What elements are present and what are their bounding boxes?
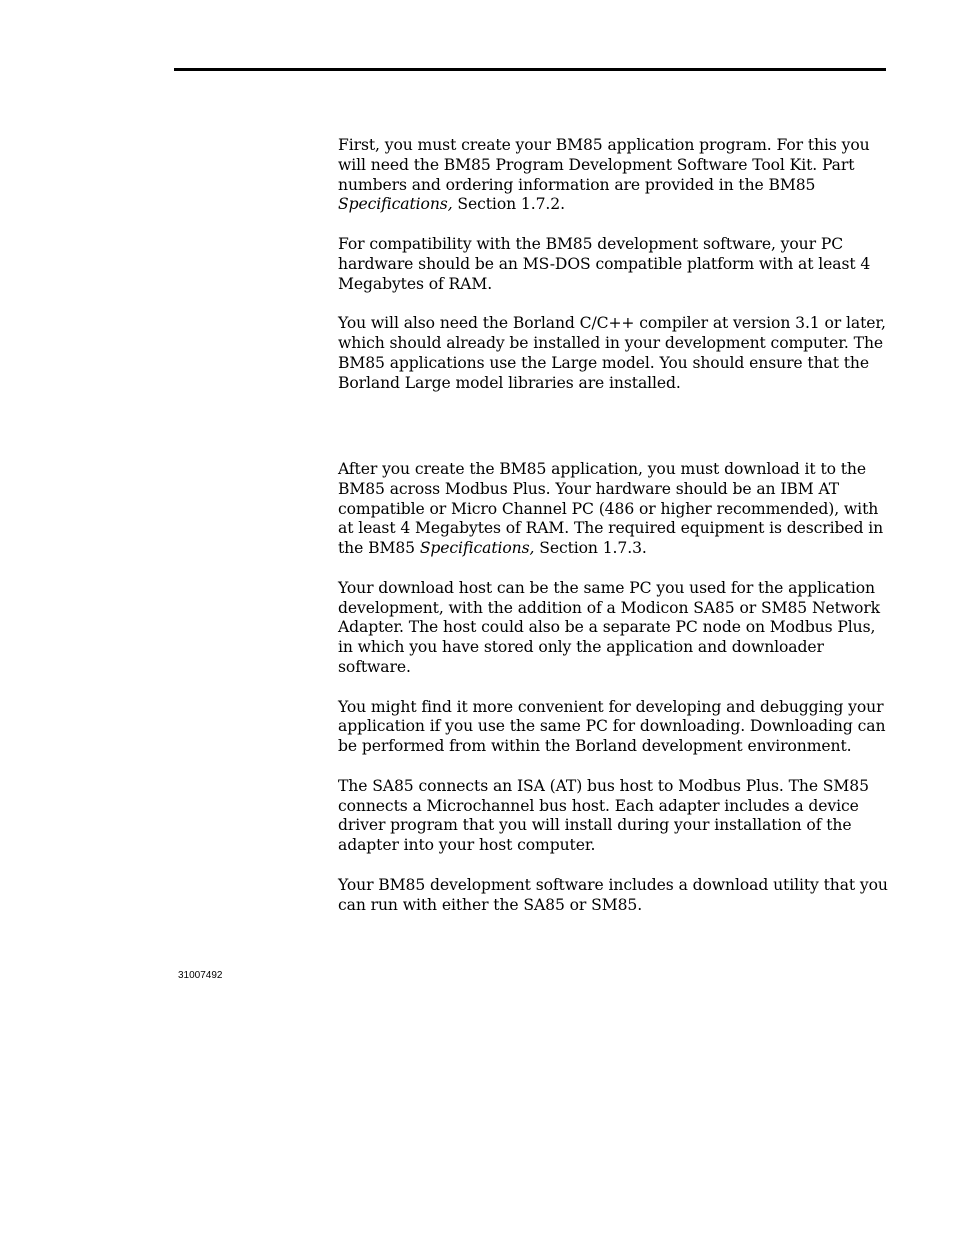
- paragraph-borland-compiler: You will also need the Borland C/C++ compiler at version 3.1 or later, which should already be installed in your development computer. The BM85 applications use the Large model. You should ensure that the Borland Large model libraries are installed.: [338, 314, 886, 392]
- paragraph-create-application: First, you must create your BM85 application program. For this you will need the BM85 Program Development Software Tool Kit. Part numbers and ordering information are provided in the BM85 Specifications, Section 1.7.2.: [338, 136, 870, 214]
- paragraph-download-host: Your download host can be the same PC you used for the application development, with the addition of a Modicon SA85 or SM85 Network Adapter. The host could also be a separate PC node on Modbus Plus, in which you have stored only the application and downloader software.: [338, 578, 881, 676]
- specifications-reference: Specifications,: [338, 195, 453, 214]
- section-download: [338, 460, 894, 915]
- specifications-reference: Specifications,: [419, 539, 535, 558]
- section-application-development: [338, 136, 894, 393]
- paragraph-download-application: After you create the BM85 application, you must download it to the BM85 across Modbus Plus. Your hardware should be an IBM AT compatible or Micro Channel PC (486 or higher recommended), with at least 4 Megabytes of RAM. The required equipment is described in the BM85 Specifications, Section 1.7.3.: [338, 460, 884, 558]
- paragraph-download-utility: Your BM85 development software includes a download utility that you can run with either the SA85 or SM85.: [338, 875, 888, 914]
- paragraph-adapters: The SA85 connects an ISA (AT) bus host to Modbus Plus. The SM85 connects a Microchannel bus host. Each adapter includes a device driver program that you will install during your installation of the adapter into your host computer.: [338, 776, 869, 855]
- paragraph-pc-hardware: For compatibility with the BM85 development software, your PC hardware should be an MS-DOS compatible platform with at least 4 Megabytes of RAM.: [338, 234, 871, 293]
- paragraph-convenience: You might find it more convenient for developing and debugging your application if you use the same PC for downloading. Downloading can be performed from within the Borland development environment.: [338, 697, 886, 756]
- header-rule: [174, 68, 886, 71]
- document-number: 31007492: [178, 970, 223, 981]
